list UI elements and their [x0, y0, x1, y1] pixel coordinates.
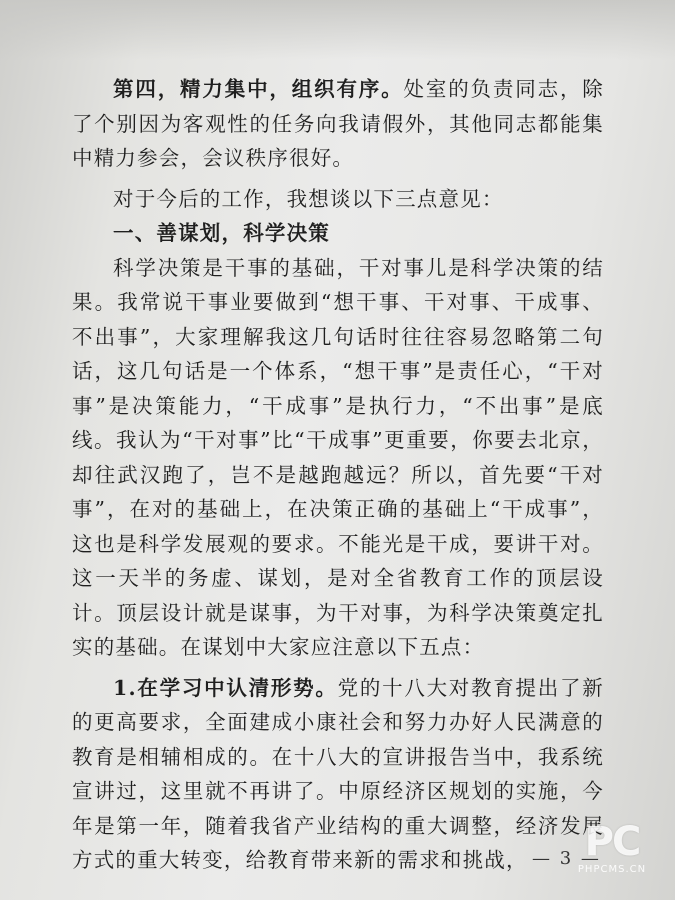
section-heading-1: 一、善谋划，科学决策 [113, 221, 330, 245]
watermark-logo: PC [584, 819, 640, 865]
page-number: — 3 — [532, 848, 601, 869]
watermark [566, 820, 658, 892]
point-1-heading: 1.在学习中认清形势。 [113, 675, 338, 700]
paragraph-text: 处室的负责同志，除了个别因为客观性的任务向我请假外，其他同志都能集中精力参会，会议秩序很好。 [72, 77, 604, 170]
paragraph-intro: 对于今后的工作，我想谈以下三点意见： [113, 186, 504, 211]
page-shadow [0, 0, 675, 60]
paragraph-fourth-point [72, 72, 604, 176]
paragraph-decision: 科学决策是干事的基础，干对事儿是科学决策的结果。我常说干事业要做到“想干事、干对事、干成事、不出事”，大家理解我这几句话时往往容易忽略第二句话，这几句话是一个体系，“想干事”是责任心，“干对事”是决策能力，“干成事”是执行力，“不出事”是底线。我认为“干对事”比“干成事”更重要，你要去北京，却往武汉跑了，岂不是越跑越远？所以，首先要“干对事”，在对的基础上，在决策正确的基础上“干成事”，这也是科学发展观的要求。不能光是干成，要讲干对。这一天半的务虚、谋划，是对全省教育工作的顶层设计。顶层设计就是谋事，为干对事，为科学决策奠定扎实的基础。在谋划中大家应注意以下五点： [72, 255, 604, 659]
point-1-text: 党的十八大对教育提出了新的更高要求，全面建成小康社会和努力办好人民满意的教育是相辅相成的。在十八大的宣讲报告当中，我系统宣讲过，这里就不再讲了。中原经济区规划的实施，今年是第一年，随着我省产业结构的重大调整，经济发展方式的重大转变，给教育带来新的需求和挑战， [72, 675, 604, 872]
paragraph-lead-bold: 第四，精力集中，组织有序。 [113, 77, 404, 101]
paragraph-point-1 [72, 671, 604, 878]
document-body [72, 72, 604, 878]
watermark-text: PHPCMS.CN [577, 864, 647, 875]
